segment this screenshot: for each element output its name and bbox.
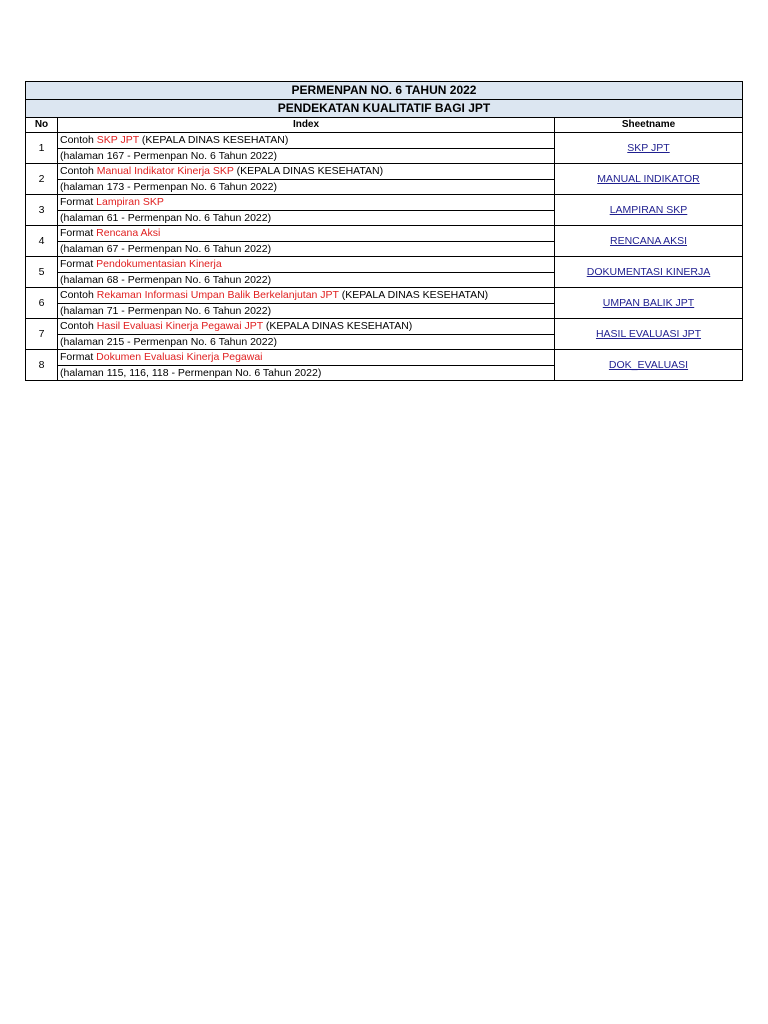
sheetname-cell — [555, 164, 743, 195]
row-number: 6 — [26, 288, 58, 319]
row-number: 3 — [26, 195, 58, 226]
index-sheet — [25, 81, 742, 381]
row-number: 4 — [26, 226, 58, 257]
row-number: 8 — [26, 350, 58, 381]
index-page-note: (halaman 67 - Permenpan No. 6 Tahun 2022) — [58, 241, 555, 257]
subtitle-row — [26, 100, 743, 118]
index-page-note: (halaman 115, 116, 118 - Permenpan No. 6 Tahun 2022) — [58, 365, 555, 381]
sheet-link[interactable]: LAMPIRAN SKP — [609, 203, 688, 216]
index-title-cell — [58, 133, 555, 149]
index-title-cell — [58, 257, 555, 273]
sheetname-cell — [555, 195, 743, 226]
sheet-link[interactable]: UMPAN BALIK JPT — [602, 296, 695, 309]
index-title-cell — [58, 226, 555, 242]
index-prefix: Contoh — [60, 165, 97, 177]
index-prefix: Contoh — [60, 320, 97, 332]
table-row — [26, 350, 743, 366]
index-page-note: (halaman 61 - Permenpan No. 6 Tahun 2022) — [58, 210, 555, 226]
index-prefix: Format — [60, 258, 97, 270]
index-highlight: Hasil Evaluasi Kinerja Pegawai JPT — [96, 320, 263, 332]
index-prefix: Contoh — [60, 134, 97, 146]
index-highlight: Pendokumentasian Kinerja — [96, 258, 222, 270]
column-header-no: No — [26, 118, 58, 133]
index-prefix: Format — [60, 351, 97, 363]
index-title-cell — [58, 164, 555, 180]
index-page-note: (halaman 68 - Permenpan No. 6 Tahun 2022) — [58, 272, 555, 288]
column-header-sheetname: Sheetname — [555, 118, 743, 133]
table-row — [26, 257, 743, 273]
row-number: 7 — [26, 319, 58, 350]
sheetname-cell — [555, 350, 743, 381]
sheetname-cell — [555, 226, 743, 257]
table-row — [26, 195, 743, 211]
table-row — [26, 288, 743, 304]
index-title-cell — [58, 319, 555, 335]
sheet-link[interactable]: SKP JPT — [627, 141, 670, 154]
index-suffix: (KEPALA DINAS KESEHATAN) — [139, 134, 289, 146]
sheetname-cell — [555, 257, 743, 288]
index-prefix: Format — [60, 227, 97, 239]
sheet-link[interactable]: DOKUMENTASI KINERJA — [586, 265, 711, 278]
page-subtitle: PENDEKATAN KUALITATIF BAGI JPT — [26, 100, 743, 118]
row-number: 5 — [26, 257, 58, 288]
index-page-note: (halaman 167 - Permenpan No. 6 Tahun 2022) — [58, 148, 555, 164]
row-number: 2 — [26, 164, 58, 195]
sheetname-cell — [555, 133, 743, 164]
index-page-note: (halaman 71 - Permenpan No. 6 Tahun 2022) — [58, 303, 555, 319]
index-suffix: (KEPALA DINAS KESEHATAN) — [338, 289, 489, 301]
index-highlight: Rencana Aksi — [96, 227, 161, 239]
index-highlight: Dokumen Evaluasi Kinerja Pegawai — [96, 351, 263, 363]
index-title-cell — [58, 195, 555, 211]
sheet-link[interactable]: RENCANA AKSI — [609, 234, 688, 247]
column-header-index: Index — [58, 118, 555, 133]
sheetname-cell — [555, 319, 743, 350]
page-title: PERMENPAN NO. 6 TAHUN 2022 — [26, 82, 743, 100]
table-row — [26, 164, 743, 180]
index-highlight: Rekaman Informasi Umpan Balik Berkelanjutan JPT — [96, 289, 339, 301]
index-prefix: Contoh — [60, 289, 97, 301]
table-row — [26, 319, 743, 335]
index-table — [25, 81, 743, 381]
index-page-note: (halaman 173 - Permenpan No. 6 Tahun 2022) — [58, 179, 555, 195]
sheet-link[interactable]: DOK_EVALUASI — [608, 358, 689, 371]
index-page-note: (halaman 215 - Permenpan No. 6 Tahun 2022) — [58, 334, 555, 350]
index-highlight: Manual Indikator Kinerja SKP — [96, 165, 234, 177]
index-suffix: (KEPALA DINAS KESEHATAN) — [233, 165, 384, 177]
index-title-cell — [58, 288, 555, 304]
sheet-link[interactable]: HASIL EVALUASI JPT — [595, 327, 702, 340]
column-header-row — [26, 118, 743, 133]
index-suffix: (KEPALA DINAS KESEHATAN) — [262, 320, 413, 332]
sheet-link[interactable]: MANUAL INDIKATOR — [597, 172, 700, 185]
index-highlight: Lampiran SKP — [96, 196, 164, 208]
index-prefix: Format — [60, 196, 97, 208]
row-number: 1 — [26, 133, 58, 164]
table-row — [26, 133, 743, 149]
title-row — [26, 82, 743, 100]
index-highlight: SKP JPT — [96, 134, 139, 146]
index-title-cell — [58, 350, 555, 366]
sheetname-cell — [555, 288, 743, 319]
table-row — [26, 226, 743, 242]
